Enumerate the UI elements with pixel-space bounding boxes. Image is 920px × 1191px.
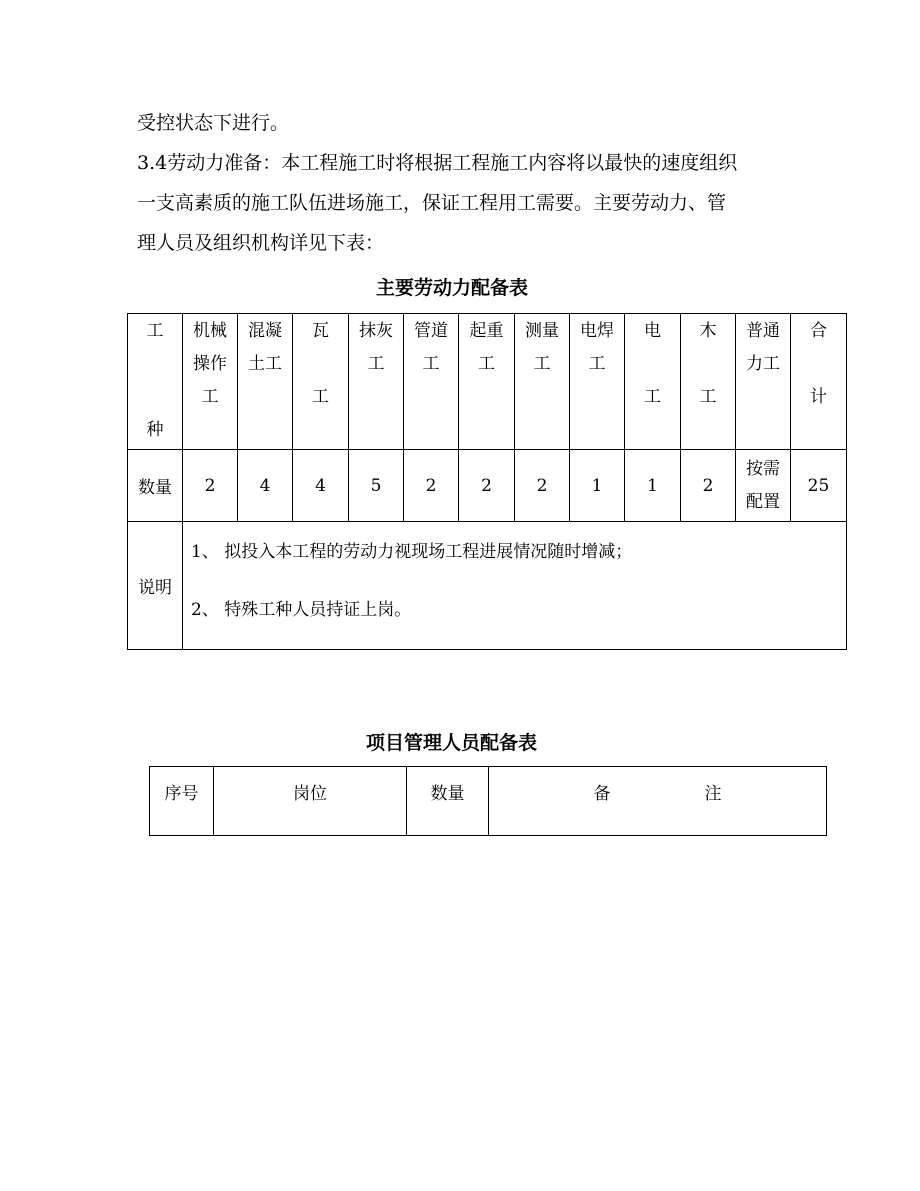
header-label-line [128,348,182,381]
header-label-cell [128,314,183,450]
note-2: 2、 特殊工种人员持证上岗。 [191,600,412,620]
as-needed-line: 按需 [746,458,780,479]
column-header [736,314,791,450]
header-quantity: 数量 [407,767,489,836]
header-line: 计 [810,387,827,407]
mgmt-header-row [150,767,827,836]
quantity-cell: 2 [459,450,515,522]
remark-char: 注 [704,784,722,804]
quantity-cell-as-needed [736,450,791,522]
quantity-label: 数量 [128,450,183,522]
header-line: 工 [367,354,385,374]
column-header [515,314,570,450]
mgmt-table-title: 项目管理人员配备表 [366,732,538,754]
paragraph-line-1: 受控状态下进行。 [137,112,290,134]
header-line: 力工 [746,354,780,374]
header-label-line: 工 [146,321,164,341]
remark-char: 备 [593,784,611,804]
header-label-line [128,381,182,414]
header-line: 土工 [248,354,282,374]
header-line [791,348,846,381]
labor-header-row [128,314,847,450]
header-line: 工 [312,387,329,407]
labor-table [127,313,847,650]
quantity-cell: 1 [625,450,681,522]
header-line: 工 [201,387,219,407]
column-header [293,314,349,450]
quantity-cell: 5 [349,450,404,522]
quantity-cell: 2 [681,450,736,522]
column-header [349,314,404,450]
mgmt-table [149,766,827,836]
header-line: 工 [644,387,661,407]
column-header [459,314,515,450]
header-line: 工 [422,354,440,374]
header-line: 工 [533,354,551,374]
column-header [404,314,459,450]
header-line [293,348,348,381]
header-line: 瓦 [312,321,329,341]
header-line: 合 [810,321,827,341]
header-line: 测量 [525,321,559,341]
column-header [183,314,238,450]
header-line [625,348,680,381]
header-line: 木 [699,321,717,341]
quantity-total-cell: 25 [791,450,847,522]
quantity-cell: 4 [293,450,349,522]
column-header [681,314,736,450]
header-line: 起重 [469,321,504,341]
labor-table-title: 主要劳动力配备表 [376,277,529,299]
paragraph-line-3: 一支高素质的施工队伍进场施工，保证工程用工需要。主要劳动力、管 [137,192,727,214]
labor-notes-row [128,522,847,650]
header-line: 普通 [746,321,780,341]
header-line: 电焊 [580,321,614,341]
quantity-cell: 2 [404,450,459,522]
column-header [238,314,293,450]
column-header [570,314,625,450]
header-line: 管道 [414,321,448,341]
quantity-cell: 2 [515,450,570,522]
quantity-cell: 2 [183,450,238,522]
labor-quantity-row [128,450,847,522]
notes-label: 说明 [128,522,183,650]
header-label-line: 种 [146,420,164,440]
note-1: 1、 拟投入本工程的劳动力视现场工程进展情况随时增减； [191,542,633,562]
header-line: 工 [478,354,495,374]
as-needed-line: 配置 [746,491,780,512]
header-position: 岗位 [214,767,407,836]
header-line: 机械 [193,321,227,341]
column-header [791,314,847,450]
header-line: 混凝 [248,321,282,341]
header-remarks [489,767,827,836]
header-line: 工 [699,387,717,407]
header-serial-no: 序号 [150,767,214,836]
quantity-cell: 4 [238,450,293,522]
column-header [625,314,681,450]
notes-cell [183,522,847,650]
header-line: 操作 [193,354,227,374]
header-line: 抹灰 [359,321,393,341]
header-line [681,348,735,381]
quantity-cell: 1 [570,450,625,522]
header-line: 工 [588,354,606,374]
paragraph-line-2: 3.4劳动力准备：本工程施工时将根据工程施工内容将以最快的速度组织 [137,152,738,174]
header-line: 电 [644,321,661,341]
paragraph-line-4: 理人员及组织机构详见下表： [137,232,385,254]
